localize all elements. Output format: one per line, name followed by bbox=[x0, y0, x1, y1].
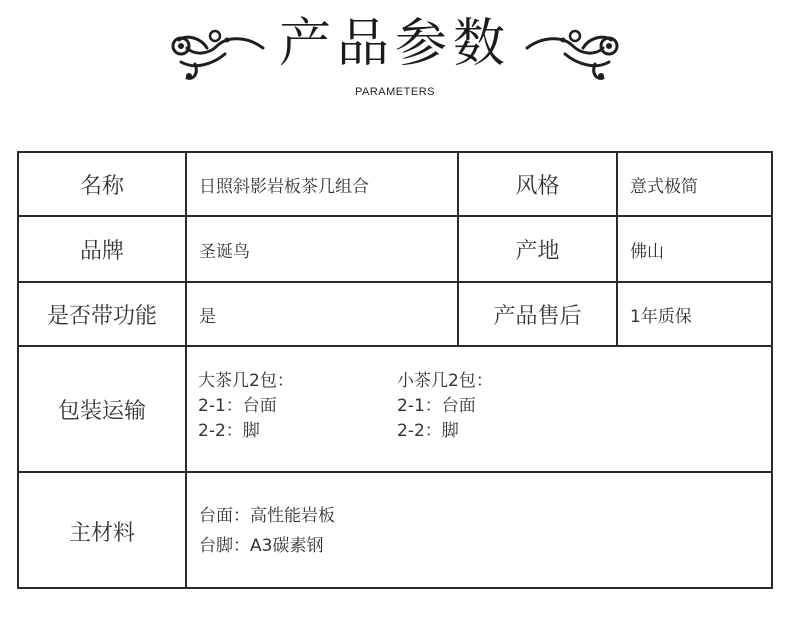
right-flourish-icon bbox=[523, 18, 625, 86]
style-value: 意式极简 bbox=[630, 176, 698, 197]
page-header bbox=[0, 0, 790, 110]
material-value bbox=[187, 473, 773, 589]
packing-small-column bbox=[397, 369, 493, 444]
packing-label: 包装运输 bbox=[57, 398, 146, 424]
name-value: 日照斜影岩板茶几组合 bbox=[199, 176, 369, 197]
origin-value: 佛山 bbox=[630, 241, 664, 262]
packing-large-line: 大茶几2包： bbox=[198, 371, 294, 391]
packing-large-line: 2-2：脚 bbox=[198, 421, 260, 441]
packing-small-line: 2-2：脚 bbox=[397, 421, 459, 441]
material-label: 主材料 bbox=[68, 520, 135, 546]
origin-label: 产地 bbox=[515, 238, 560, 264]
material-line: 台面：高性能岩板 bbox=[199, 506, 335, 526]
function-label: 是否带功能 bbox=[46, 303, 157, 329]
packing-small-line: 小茶几2包： bbox=[397, 371, 493, 391]
name-label: 名称 bbox=[79, 173, 124, 199]
material-line: 台脚：A3碳素钢 bbox=[199, 536, 324, 556]
style-label: 风格 bbox=[515, 173, 560, 199]
aftersale-label: 产品售后 bbox=[493, 303, 582, 329]
packing-large-column bbox=[198, 369, 294, 444]
page-title: 产品参数 bbox=[278, 14, 511, 74]
packing-large-line: 2-1：台面 bbox=[198, 396, 277, 416]
page-subtitle: PARAMETERS bbox=[355, 86, 435, 98]
parameters-table bbox=[17, 151, 773, 589]
aftersale-value: 1年质保 bbox=[630, 306, 692, 327]
function-value: 是 bbox=[199, 306, 216, 327]
packing-small-line: 2-1：台面 bbox=[397, 396, 476, 416]
brand-label: 品牌 bbox=[79, 238, 124, 264]
brand-value: 圣诞鸟 bbox=[199, 241, 250, 262]
packing-value bbox=[187, 347, 773, 471]
